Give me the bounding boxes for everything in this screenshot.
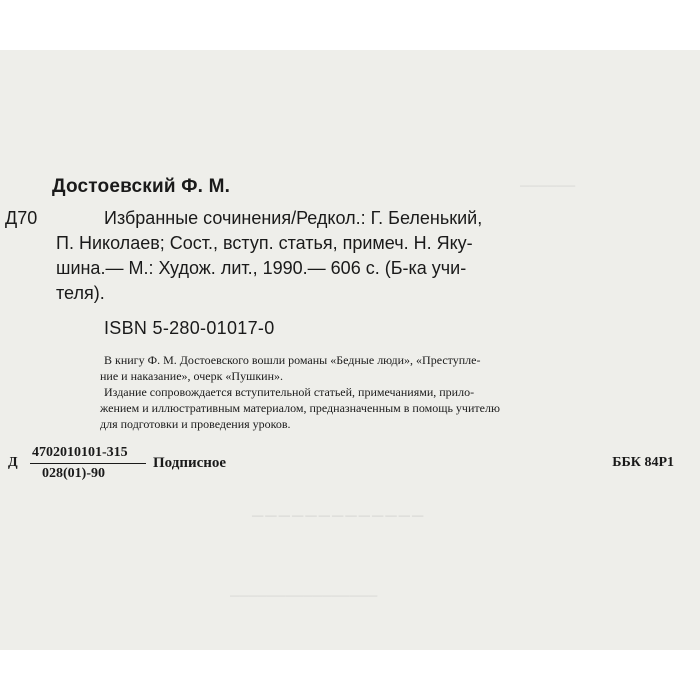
annotation-line: жением и иллюстративным материалом, предназначенным в помощь учителю xyxy=(100,401,500,415)
bleed-through-decoration: ──────────────── xyxy=(230,588,378,603)
bibliographic-description xyxy=(56,206,483,306)
annotation-line: ние и наказание», очерк «Пушкин». xyxy=(100,369,284,383)
annotation-line: для подготовки и проведения уроков. xyxy=(100,417,291,431)
catalog-card-page xyxy=(0,50,700,650)
bleed-through-decoration: ────── xyxy=(520,178,576,193)
author-heading: Достоевский Ф. М. xyxy=(52,176,231,197)
publication-index-fraction xyxy=(30,443,146,484)
annotation-line: В книгу Ф. М. Достоевского вошли романы «Бедные люди», «Преступле- xyxy=(104,353,481,367)
description-line: Избранные сочинения/Редкол.: Г. Беленький, xyxy=(104,208,483,228)
bleed-through-decoration: ───────────── xyxy=(250,508,424,525)
subscription-label: Подписное xyxy=(153,455,227,471)
fraction-numerator: 4702010101-315 xyxy=(32,445,128,460)
bbk-code: ББК 84Р1 xyxy=(612,455,674,470)
fraction-denominator: 028(01)-90 xyxy=(42,466,105,481)
annotation xyxy=(100,352,500,432)
description-line: П. Николаев; Сост., вступ. статья, примеч. Н. Яку- xyxy=(56,233,473,253)
isbn-number: ISBN 5-280-01017-0 xyxy=(104,318,275,338)
fraction-prefix: Д xyxy=(8,455,18,470)
annotation-line: Издание сопровождается вступительной статьей, примечаниями, прило- xyxy=(104,385,475,399)
classification-code: Д70 xyxy=(5,208,38,228)
publication-index-row xyxy=(8,443,688,487)
description-line: теля). xyxy=(56,283,105,303)
description-line: шина.— М.: Худож. лит., 1990.— 606 с. (Б-ка учи- xyxy=(56,258,467,278)
